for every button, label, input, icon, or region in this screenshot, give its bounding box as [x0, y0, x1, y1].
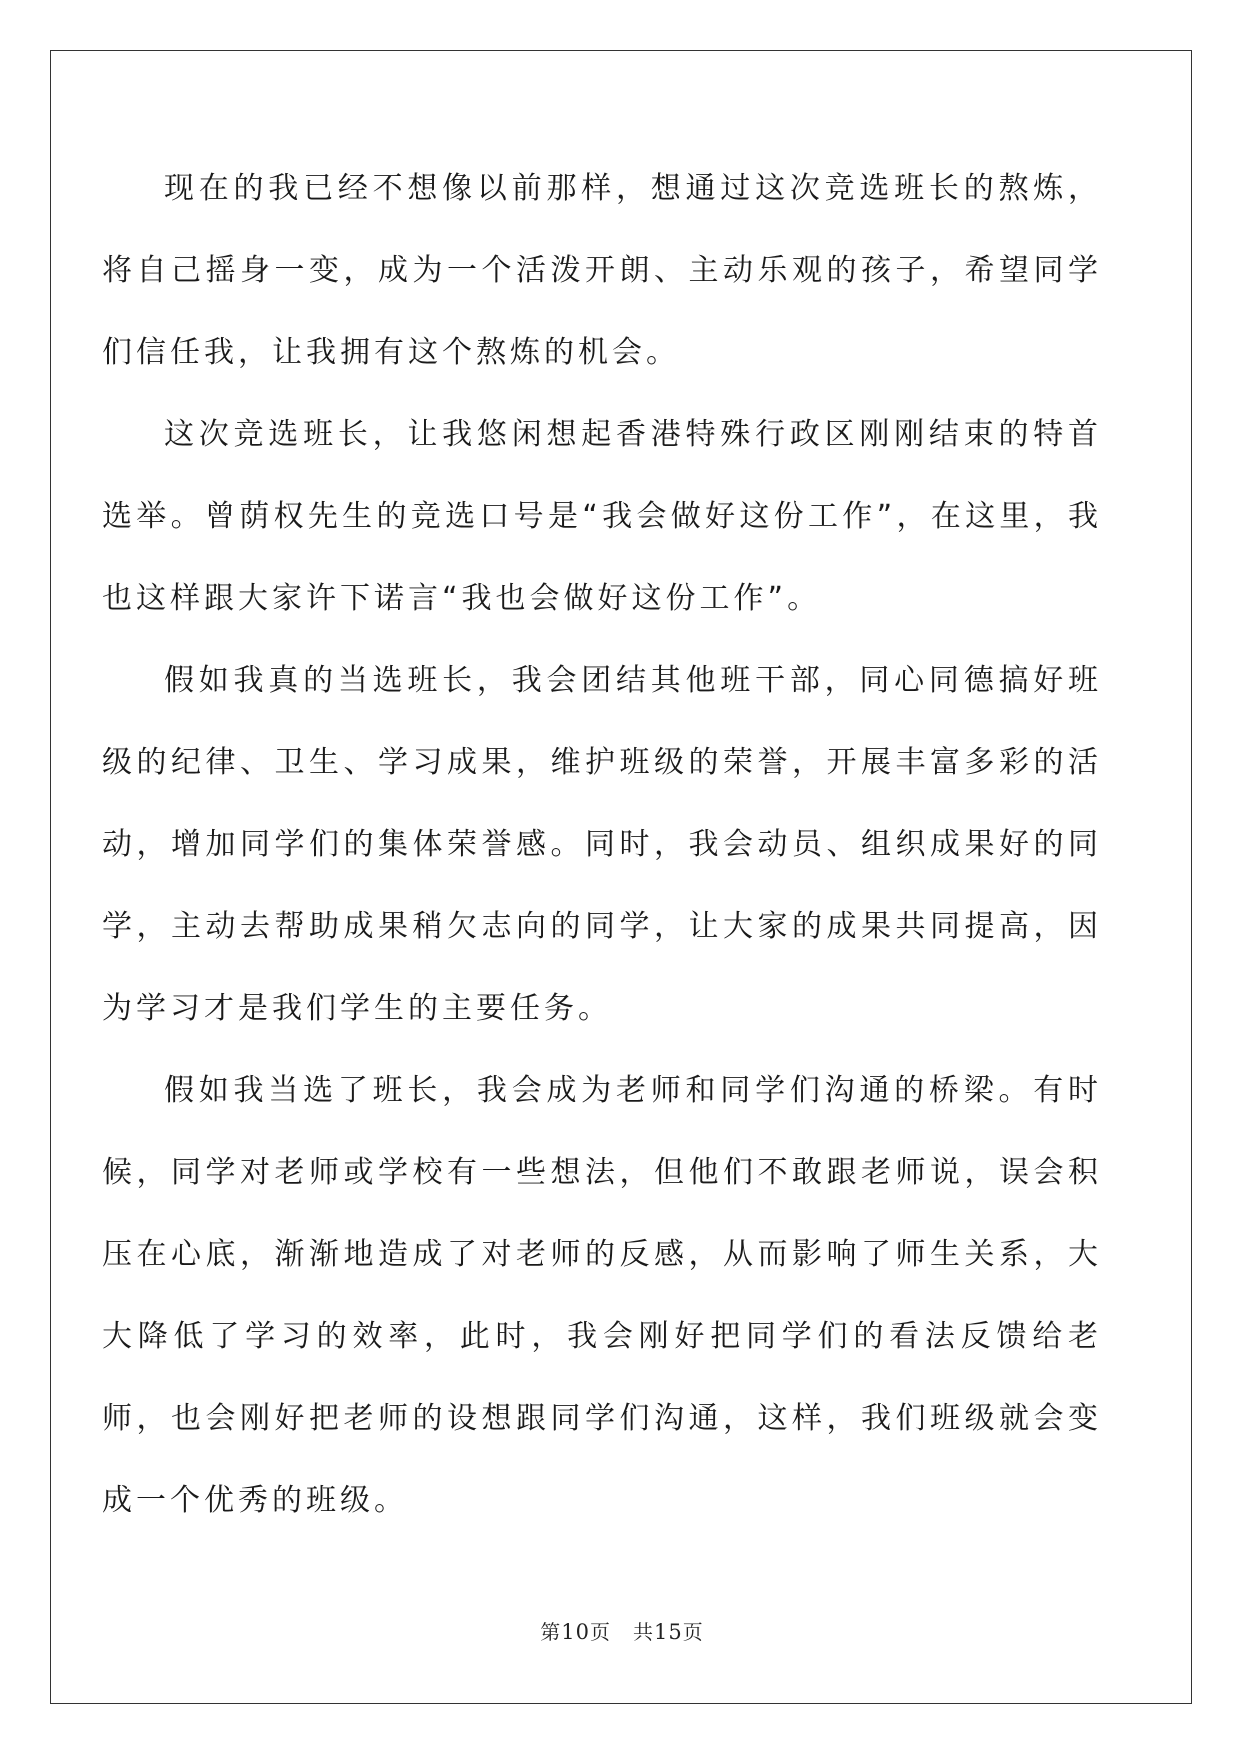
footer-total-prefix: 共 [633, 1620, 655, 1644]
page-footer [51, 1616, 1193, 1645]
total-page-number: 15 [654, 1620, 683, 1644]
footer-total-suffix: 页 [682, 1620, 704, 1644]
footer-prefix: 第 [540, 1620, 562, 1644]
document-body [102, 148, 1102, 1542]
footer-page-suffix: 页 [589, 1620, 611, 1644]
paragraph-3: 假如我真的当选班长，我会团结其他班干部，同心同德搞好班级的纪律、卫生、学习成果，维护班级的荣誉，开展丰富多彩的活动，增加同学们的集体荣誉感。同时，我会动员、组织成果好的同学，主动去帮助成果稍欠志向的同学，让大家的成果共同提高，因为学习才是我们学生的主要任务。 [102, 663, 1102, 1026]
paragraph-4: 假如我当选了班长，我会成为老师和同学们沟通的桥梁。有时候，同学对老师或学校有一些想法，但他们不敢跟老师说，误会积压在心底，渐渐地造成了对老师的反感，从而影响了师生关系，大大降低了学习的效率，此时，我会刚好把同学们的看法反馈给老师，也会刚好把老师的设想跟同学们沟通，这样，我们班级就会变成一个优秀的班级。 [102, 1073, 1102, 1518]
paragraph-1: 现在的我已经不想像以前那样，想通过这次竞选班长的熬炼，将自己摇身一变，成为一个活泼开朗、主动乐观的孩子，希望同学们信任我，让我拥有这个熬炼的机会。 [102, 171, 1102, 370]
paragraph-2: 这次竞选班长，让我悠闲想起香港特殊行政区刚刚结束的特首选举。曾荫权先生的竞选口号是“我会做好这份工作”，在这里，我也这样跟大家许下诺言“我也会做好这份工作”。 [102, 417, 1102, 616]
current-page-number: 10 [561, 1620, 590, 1644]
